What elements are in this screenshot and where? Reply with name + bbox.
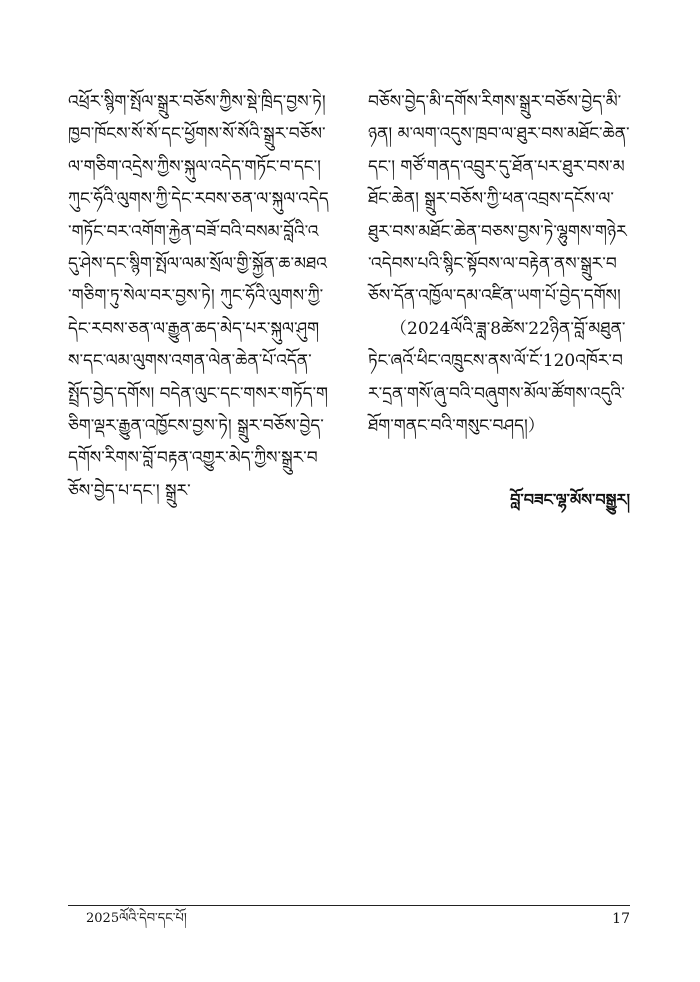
right-text-column — [368, 86, 630, 442]
footer-divider — [68, 905, 630, 906]
date-note-paragraph: （2024ལོའི་ཟླ་8ཚེས་22ཉིན་བློ་མཐུན་ཏེང་ཞའོ་ཕིང་འཁྲུངས་ནས་ལོ་ངོ་120འཁོར་བར་དྲན་གསོ་ཞུ་བའི་བཞུགས་མོལ་ཚོགས་འདུའི་ཐོག་གནང་བའི་གསུང་བཤད།） — [368, 318, 626, 437]
translator-signature: བློ་བཟང་ལྷ་མོས་བསྒྱུར། — [510, 490, 630, 509]
left-text-column — [68, 86, 330, 507]
left-column-paragraph: འཕྲོར་སྙིག་སྤོལ་སྒྲུར་བཅོས་ཀྱིས་སྡེ་ཁྲིད་བྱས་ཏེ། ཁྱབ་ཁོངས་སོ་སོ་དང་ཕྱོགས་སོ་སོའི་སྒྲུར་བཅོས་ལ་གཅིག་འདྲེས་ཀྱིས་སྐུལ་འདེད་གཏོང་བ་དང་། ཀུང་ཧོའི་ལུགས་ཀྱི་དེང་རབས་ཅན་ལ་སྐུལ་འདེད་གཏོང་བར་འགོག་རྐྱེན་བཟོ་བའི་བསམ་བློའི་འདུ་ཤེས་དང་སྙིག་སྤོལ་ལམ་སྲོལ་གྱི་སྐྱོན་ཆ་མཐའ་གཅིག་ཏུ་སེལ་བར་བྱས་ཏེ། ཀུང་ཧོའི་ལུགས་ཀྱི་དེང་རབས་ཅན་ལ་རྒྱུན་ཆད་མེད་པར་སྐུལ་ཤུགས་དང་ལམ་ལུགས་འགན་ལེན་ཆེན་པོ་འདོན་སྤྲོད་བྱེད་དགོས། བདེན་ལུང་དང་གསར་གཏོད་གཅིག་ལྡར་རྒྱུན་འཁྱོངས་བྱས་ཏེ། སྒྲུར་བཅོས་བྱེད་དགོས་རིགས་བློ་བརྟན་འགྱུར་མེད་ཀྱིས་སྒྲུར་བཅོས་བྱེད་པ་དང་། སྒྲུར་ — [68, 92, 329, 501]
footer-issue-label: 2025ལོའི་དེབ་དང་པོ། — [86, 911, 187, 926]
page-number: 17 — [612, 911, 630, 927]
right-column-paragraph: བཅོས་བྱེད་མི་དགོས་རིགས་སྒྲུར་བཅོས་བྱེད་མི་ཉན། མ་ལག་འདུས་ཁྲབ་ལ་ཐུར་བས་མཐོང་ཆེན་དང་། གཙོ་གནད་འབྲུར་དུ་ཐོན་པར་ཐུར་བས་མཐོང་ཆེན། སྒྲུར་བཅོས་ཀྱི་ཕན་འབྲས་དངོས་ལ་ཐུར་བས་མཐོང་ཆེན་བཅས་བྱས་ཏེ་ལྷུགས་གཉེར་འདེབས་པའི་སྙིང་སྟོབས་ལ་བརྟེན་ནས་སྒྲུར་བཅོས་དོན་འཁྱོལ་དམ་འཛིན་ཡག་པོ་བྱེད་དགོས། — [368, 92, 630, 307]
